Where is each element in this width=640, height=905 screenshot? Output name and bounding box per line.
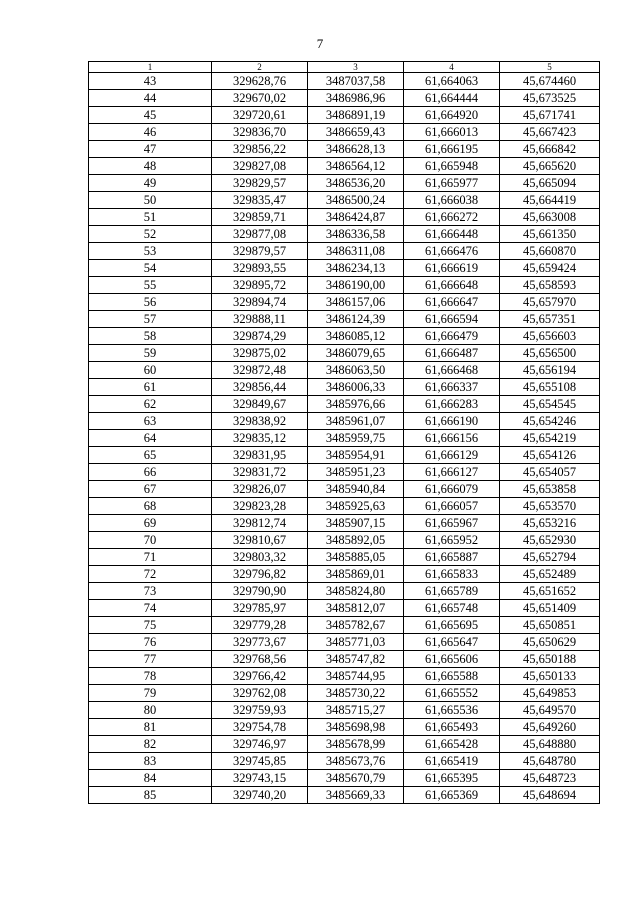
point-number-cell: 84: [89, 770, 212, 787]
table-row: [89, 498, 600, 515]
y-coordinate-cell: 3486659,43: [308, 124, 404, 141]
table-row: [89, 107, 600, 124]
x-coordinate-cell: 329872,48: [212, 362, 308, 379]
latitude-cell: 61,665369: [404, 787, 500, 804]
y-coordinate-cell: 3486564,12: [308, 158, 404, 175]
y-coordinate-cell: 3486234,13: [308, 260, 404, 277]
longitude-cell: 45,654246: [500, 413, 600, 430]
y-coordinate-cell: 3485744,95: [308, 668, 404, 685]
latitude-cell: 61,666468: [404, 362, 500, 379]
longitude-cell: 45,649853: [500, 685, 600, 702]
longitude-cell: 45,671741: [500, 107, 600, 124]
y-coordinate-cell: 3485669,33: [308, 787, 404, 804]
y-coordinate-cell: 3486424,87: [308, 209, 404, 226]
y-coordinate-cell: 3485951,23: [308, 464, 404, 481]
latitude-cell: 61,666448: [404, 226, 500, 243]
longitude-cell: 45,673525: [500, 90, 600, 107]
longitude-cell: 45,656603: [500, 328, 600, 345]
latitude-cell: 61,666272: [404, 209, 500, 226]
page-number: 7: [316, 36, 324, 51]
x-coordinate-cell: 329838,92: [212, 413, 308, 430]
latitude-cell: 61,666195: [404, 141, 500, 158]
longitude-cell: 45,656500: [500, 345, 600, 362]
table-row: [89, 277, 600, 294]
table-row: [89, 464, 600, 481]
longitude-cell: 45,649260: [500, 719, 600, 736]
table-row: [89, 294, 600, 311]
latitude-cell: 61,666038: [404, 192, 500, 209]
table-row: [89, 668, 600, 685]
point-number-cell: 46: [89, 124, 212, 141]
point-number-cell: 48: [89, 158, 212, 175]
x-coordinate-cell: 329893,55: [212, 260, 308, 277]
point-number-cell: 45: [89, 107, 212, 124]
longitude-cell: 45,660870: [500, 243, 600, 260]
longitude-cell: 45,667423: [500, 124, 600, 141]
longitude-cell: 45,649570: [500, 702, 600, 719]
table-row: [89, 124, 600, 141]
column-header: 5: [500, 62, 600, 73]
x-coordinate-cell: 329812,74: [212, 515, 308, 532]
latitude-cell: 61,665588: [404, 668, 500, 685]
point-number-cell: 44: [89, 90, 212, 107]
table-row: [89, 243, 600, 260]
longitude-cell: 45,651652: [500, 583, 600, 600]
longitude-cell: 45,659424: [500, 260, 600, 277]
latitude-cell: 61,666283: [404, 396, 500, 413]
y-coordinate-cell: 3485670,79: [308, 770, 404, 787]
point-number-cell: 76: [89, 634, 212, 651]
longitude-cell: 45,650851: [500, 617, 600, 634]
table-row: [89, 651, 600, 668]
table-row: [89, 413, 600, 430]
latitude-cell: 61,666079: [404, 481, 500, 498]
latitude-cell: 61,666647: [404, 294, 500, 311]
point-number-cell: 80: [89, 702, 212, 719]
y-coordinate-cell: 3485715,27: [308, 702, 404, 719]
x-coordinate-cell: 329779,28: [212, 617, 308, 634]
latitude-cell: 61,665789: [404, 583, 500, 600]
point-number-cell: 55: [89, 277, 212, 294]
x-coordinate-cell: 329835,47: [212, 192, 308, 209]
y-coordinate-cell: 3485812,07: [308, 600, 404, 617]
y-coordinate-cell: 3486891,19: [308, 107, 404, 124]
longitude-cell: 45,648694: [500, 787, 600, 804]
latitude-cell: 61,664444: [404, 90, 500, 107]
x-coordinate-cell: 329856,44: [212, 379, 308, 396]
y-coordinate-cell: 3485976,66: [308, 396, 404, 413]
y-coordinate-cell: 3486628,13: [308, 141, 404, 158]
latitude-cell: 61,665948: [404, 158, 500, 175]
point-number-cell: 58: [89, 328, 212, 345]
longitude-cell: 45,648780: [500, 753, 600, 770]
point-number-cell: 74: [89, 600, 212, 617]
y-coordinate-cell: 3485869,01: [308, 566, 404, 583]
table-row: [89, 209, 600, 226]
point-number-cell: 53: [89, 243, 212, 260]
latitude-cell: 61,666057: [404, 498, 500, 515]
table-row: [89, 634, 600, 651]
latitude-cell: 61,666479: [404, 328, 500, 345]
latitude-cell: 61,665833: [404, 566, 500, 583]
table-row: [89, 736, 600, 753]
longitude-cell: 45,653216: [500, 515, 600, 532]
table-row: [89, 141, 600, 158]
column-header: 2: [212, 62, 308, 73]
longitude-cell: 45,657970: [500, 294, 600, 311]
table-row: [89, 430, 600, 447]
longitude-cell: 45,654219: [500, 430, 600, 447]
latitude-cell: 61,665428: [404, 736, 500, 753]
latitude-cell: 61,665952: [404, 532, 500, 549]
table-row: [89, 549, 600, 566]
x-coordinate-cell: 329831,72: [212, 464, 308, 481]
table-row: [89, 770, 600, 787]
y-coordinate-cell: 3485824,80: [308, 583, 404, 600]
longitude-cell: 45,650629: [500, 634, 600, 651]
table-row: [89, 532, 600, 549]
y-coordinate-cell: 3485782,67: [308, 617, 404, 634]
table-row: [89, 447, 600, 464]
point-number-cell: 75: [89, 617, 212, 634]
latitude-cell: 61,665493: [404, 719, 500, 736]
x-coordinate-cell: 329759,93: [212, 702, 308, 719]
point-number-cell: 50: [89, 192, 212, 209]
longitude-cell: 45,674460: [500, 73, 600, 90]
longitude-cell: 45,650133: [500, 668, 600, 685]
latitude-cell: 61,666487: [404, 345, 500, 362]
x-coordinate-cell: 329743,15: [212, 770, 308, 787]
latitude-cell: 61,666337: [404, 379, 500, 396]
longitude-cell: 45,654545: [500, 396, 600, 413]
point-number-cell: 63: [89, 413, 212, 430]
column-header: 1: [89, 62, 212, 73]
table-row: [89, 515, 600, 532]
x-coordinate-cell: 329875,02: [212, 345, 308, 362]
longitude-cell: 45,651409: [500, 600, 600, 617]
y-coordinate-cell: 3486986,96: [308, 90, 404, 107]
y-coordinate-cell: 3485771,03: [308, 634, 404, 651]
x-coordinate-cell: 329877,08: [212, 226, 308, 243]
x-coordinate-cell: 329796,82: [212, 566, 308, 583]
x-coordinate-cell: 329745,85: [212, 753, 308, 770]
table-row: [89, 753, 600, 770]
table-row: [89, 379, 600, 396]
y-coordinate-cell: 3485673,76: [308, 753, 404, 770]
x-coordinate-cell: 329874,29: [212, 328, 308, 345]
latitude-cell: 61,665606: [404, 651, 500, 668]
point-number-cell: 70: [89, 532, 212, 549]
point-number-cell: 47: [89, 141, 212, 158]
x-coordinate-cell: 329785,97: [212, 600, 308, 617]
x-coordinate-cell: 329894,74: [212, 294, 308, 311]
longitude-cell: 45,648723: [500, 770, 600, 787]
x-coordinate-cell: 329856,22: [212, 141, 308, 158]
table-row: [89, 600, 600, 617]
y-coordinate-cell: 3485885,05: [308, 549, 404, 566]
point-number-cell: 43: [89, 73, 212, 90]
x-coordinate-cell: 329762,08: [212, 685, 308, 702]
latitude-cell: 61,665419: [404, 753, 500, 770]
point-number-cell: 57: [89, 311, 212, 328]
longitude-cell: 45,663008: [500, 209, 600, 226]
point-number-cell: 77: [89, 651, 212, 668]
longitude-cell: 45,657351: [500, 311, 600, 328]
latitude-cell: 61,666619: [404, 260, 500, 277]
latitude-cell: 61,665552: [404, 685, 500, 702]
longitude-cell: 45,653858: [500, 481, 600, 498]
point-number-cell: 49: [89, 175, 212, 192]
y-coordinate-cell: 3486157,06: [308, 294, 404, 311]
y-coordinate-cell: 3485954,91: [308, 447, 404, 464]
y-coordinate-cell: 3485698,98: [308, 719, 404, 736]
table-row: [89, 73, 600, 90]
x-coordinate-cell: 329829,57: [212, 175, 308, 192]
latitude-cell: 61,666129: [404, 447, 500, 464]
table-row: [89, 702, 600, 719]
point-number-cell: 78: [89, 668, 212, 685]
point-number-cell: 66: [89, 464, 212, 481]
column-header: 4: [404, 62, 500, 73]
longitude-cell: 45,654057: [500, 464, 600, 481]
longitude-cell: 45,655108: [500, 379, 600, 396]
latitude-cell: 61,665395: [404, 770, 500, 787]
table-row: [89, 396, 600, 413]
table-row: [89, 617, 600, 634]
point-number-cell: 68: [89, 498, 212, 515]
longitude-cell: 45,665620: [500, 158, 600, 175]
table-row: [89, 566, 600, 583]
latitude-cell: 61,666190: [404, 413, 500, 430]
table-row: [89, 311, 600, 328]
x-coordinate-cell: 329826,07: [212, 481, 308, 498]
x-coordinate-cell: 329754,78: [212, 719, 308, 736]
y-coordinate-cell: 3485959,75: [308, 430, 404, 447]
latitude-cell: 61,664063: [404, 73, 500, 90]
point-number-cell: 71: [89, 549, 212, 566]
longitude-cell: 45,648880: [500, 736, 600, 753]
table-row: [89, 787, 600, 804]
latitude-cell: 61,666127: [404, 464, 500, 481]
x-coordinate-cell: 329836,70: [212, 124, 308, 141]
point-number-cell: 54: [89, 260, 212, 277]
latitude-cell: 61,664920: [404, 107, 500, 124]
table-row: [89, 362, 600, 379]
y-coordinate-cell: 3486063,50: [308, 362, 404, 379]
point-number-cell: 85: [89, 787, 212, 804]
table-row: [89, 192, 600, 209]
point-number-cell: 52: [89, 226, 212, 243]
table-row: [89, 226, 600, 243]
point-number-cell: 67: [89, 481, 212, 498]
y-coordinate-cell: 3485892,05: [308, 532, 404, 549]
latitude-cell: 61,665647: [404, 634, 500, 651]
longitude-cell: 45,664419: [500, 192, 600, 209]
y-coordinate-cell: 3485678,99: [308, 736, 404, 753]
latitude-cell: 61,665536: [404, 702, 500, 719]
x-coordinate-cell: 329768,56: [212, 651, 308, 668]
point-number-cell: 61: [89, 379, 212, 396]
table-row: [89, 158, 600, 175]
x-coordinate-cell: 329895,72: [212, 277, 308, 294]
x-coordinate-cell: 329810,67: [212, 532, 308, 549]
x-coordinate-cell: 329790,90: [212, 583, 308, 600]
x-coordinate-cell: 329720,61: [212, 107, 308, 124]
longitude-cell: 45,654126: [500, 447, 600, 464]
point-number-cell: 64: [89, 430, 212, 447]
longitude-cell: 45,652930: [500, 532, 600, 549]
point-number-cell: 83: [89, 753, 212, 770]
column-header: 3: [308, 62, 404, 73]
x-coordinate-cell: 329888,11: [212, 311, 308, 328]
y-coordinate-cell: 3486336,58: [308, 226, 404, 243]
x-coordinate-cell: 329740,20: [212, 787, 308, 804]
longitude-cell: 45,661350: [500, 226, 600, 243]
point-number-cell: 59: [89, 345, 212, 362]
table-row: [89, 719, 600, 736]
longitude-cell: 45,658593: [500, 277, 600, 294]
table-row: [89, 260, 600, 277]
x-coordinate-cell: 329670,02: [212, 90, 308, 107]
point-number-cell: 73: [89, 583, 212, 600]
latitude-cell: 61,665977: [404, 175, 500, 192]
point-number-cell: 56: [89, 294, 212, 311]
x-coordinate-cell: 329849,67: [212, 396, 308, 413]
y-coordinate-cell: 3485961,07: [308, 413, 404, 430]
table-row: [89, 345, 600, 362]
coordinates-table-body: [89, 62, 600, 804]
y-coordinate-cell: 3486006,33: [308, 379, 404, 396]
longitude-cell: 45,652794: [500, 549, 600, 566]
latitude-cell: 61,665887: [404, 549, 500, 566]
latitude-cell: 61,665748: [404, 600, 500, 617]
point-number-cell: 62: [89, 396, 212, 413]
x-coordinate-cell: 329835,12: [212, 430, 308, 447]
x-coordinate-cell: 329628,76: [212, 73, 308, 90]
y-coordinate-cell: 3486085,12: [308, 328, 404, 345]
latitude-cell: 61,665967: [404, 515, 500, 532]
longitude-cell: 45,665094: [500, 175, 600, 192]
coordinates-table: [88, 61, 600, 804]
y-coordinate-cell: 3485730,22: [308, 685, 404, 702]
column-number-row: [89, 62, 600, 73]
x-coordinate-cell: 329823,28: [212, 498, 308, 515]
x-coordinate-cell: 329879,57: [212, 243, 308, 260]
table-row: [89, 328, 600, 345]
longitude-cell: 45,656194: [500, 362, 600, 379]
x-coordinate-cell: 329831,95: [212, 447, 308, 464]
latitude-cell: 61,666156: [404, 430, 500, 447]
x-coordinate-cell: 329827,08: [212, 158, 308, 175]
y-coordinate-cell: 3486500,24: [308, 192, 404, 209]
point-number-cell: 82: [89, 736, 212, 753]
x-coordinate-cell: 329859,71: [212, 209, 308, 226]
y-coordinate-cell: 3486190,00: [308, 277, 404, 294]
x-coordinate-cell: 329803,32: [212, 549, 308, 566]
longitude-cell: 45,650188: [500, 651, 600, 668]
point-number-cell: 81: [89, 719, 212, 736]
x-coordinate-cell: 329766,42: [212, 668, 308, 685]
y-coordinate-cell: 3487037,58: [308, 73, 404, 90]
y-coordinate-cell: 3486079,65: [308, 345, 404, 362]
y-coordinate-cell: 3485925,63: [308, 498, 404, 515]
longitude-cell: 45,666842: [500, 141, 600, 158]
latitude-cell: 61,665695: [404, 617, 500, 634]
table-row: [89, 583, 600, 600]
y-coordinate-cell: 3485907,15: [308, 515, 404, 532]
y-coordinate-cell: 3485747,82: [308, 651, 404, 668]
longitude-cell: 45,652489: [500, 566, 600, 583]
x-coordinate-cell: 329746,97: [212, 736, 308, 753]
y-coordinate-cell: 3485940,84: [308, 481, 404, 498]
y-coordinate-cell: 3486311,08: [308, 243, 404, 260]
point-number-cell: 69: [89, 515, 212, 532]
y-coordinate-cell: 3486536,20: [308, 175, 404, 192]
point-number-cell: 79: [89, 685, 212, 702]
table-row: [89, 685, 600, 702]
latitude-cell: 61,666594: [404, 311, 500, 328]
table-row: [89, 175, 600, 192]
point-number-cell: 72: [89, 566, 212, 583]
point-number-cell: 65: [89, 447, 212, 464]
latitude-cell: 61,666013: [404, 124, 500, 141]
point-number-cell: 51: [89, 209, 212, 226]
point-number-cell: 60: [89, 362, 212, 379]
x-coordinate-cell: 329773,67: [212, 634, 308, 651]
latitude-cell: 61,666648: [404, 277, 500, 294]
table-row: [89, 90, 600, 107]
latitude-cell: 61,666476: [404, 243, 500, 260]
y-coordinate-cell: 3486124,39: [308, 311, 404, 328]
longitude-cell: 45,653570: [500, 498, 600, 515]
table-row: [89, 481, 600, 498]
